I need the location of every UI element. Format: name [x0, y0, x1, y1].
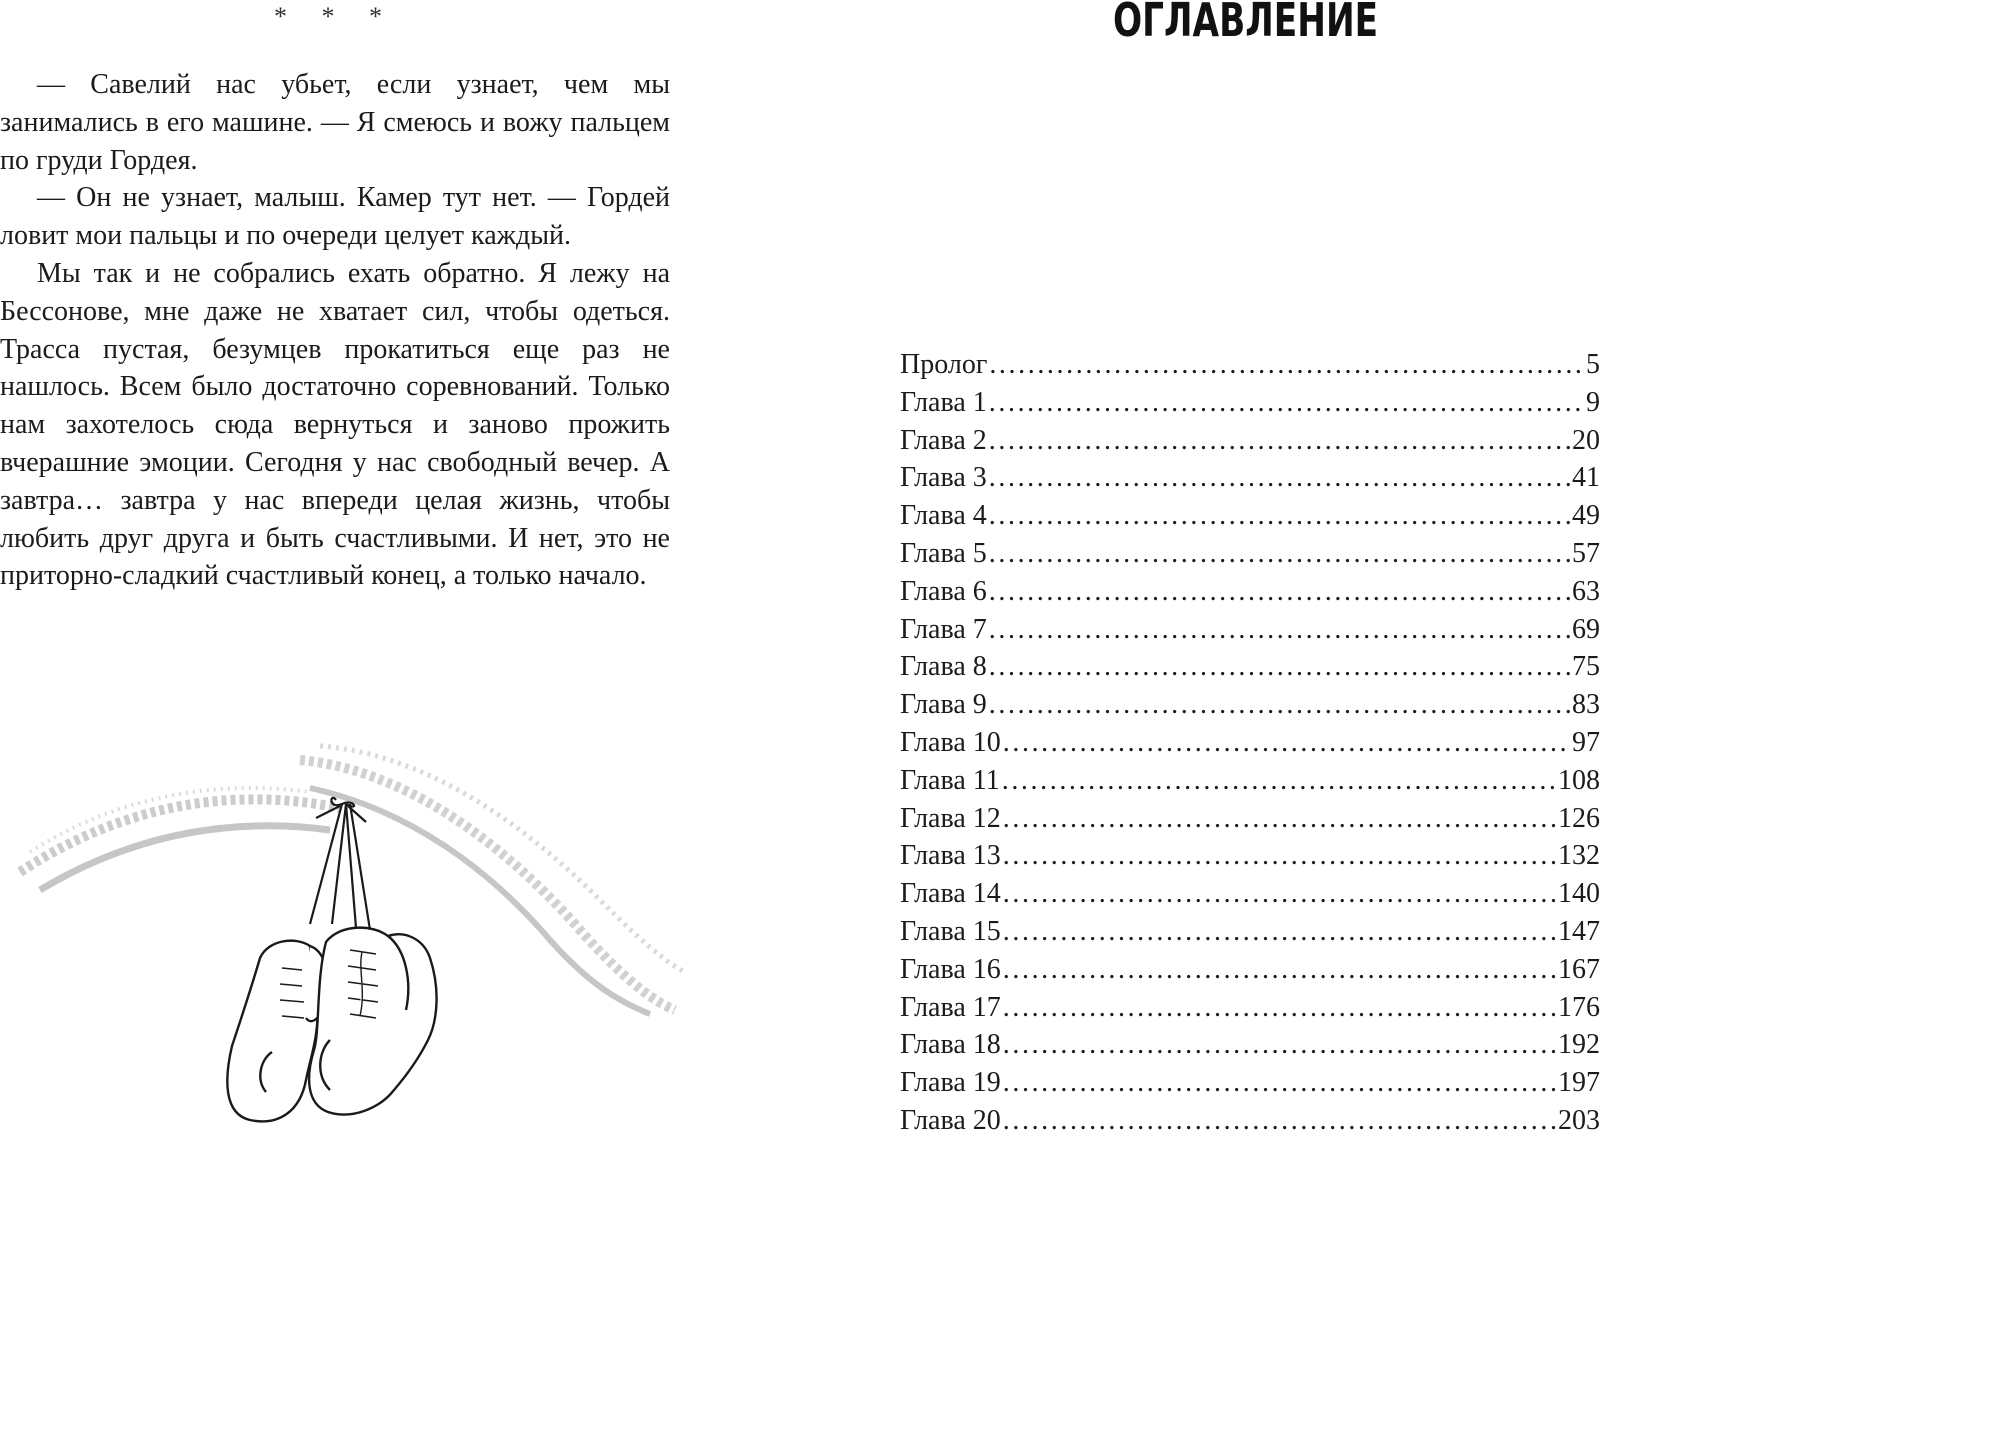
- toc-leader-dots: [989, 689, 1570, 721]
- toc-leader-dots: [989, 538, 1570, 570]
- toc-entry[interactable]: [900, 462, 1600, 500]
- toc-leader-dots: [1003, 803, 1556, 835]
- toc-label: Глава 14: [900, 878, 1001, 910]
- paragraph: — Он не узнает, малыш. Камер тут нет. — Гордей ловит мои пальцы и по очереди целует каждый.: [0, 182, 670, 252]
- toc-label: Глава 9: [900, 689, 987, 721]
- toc-entry[interactable]: [900, 765, 1600, 803]
- toc-leader-dots: [1003, 1029, 1556, 1061]
- toc-label: Глава 16: [900, 953, 1001, 985]
- toc-leader-dots: [1003, 992, 1556, 1024]
- boxing-gloves-icon: [10, 740, 690, 1132]
- toc-label: Глава 3: [900, 462, 987, 494]
- toc-entry[interactable]: [900, 614, 1600, 652]
- toc-leader-dots: [1003, 954, 1556, 986]
- toc-page-number: 132: [1558, 840, 1600, 872]
- toc-leader-dots: [1003, 916, 1556, 948]
- toc-entry[interactable]: [900, 425, 1600, 463]
- toc-page-number: 176: [1558, 991, 1600, 1023]
- toc-page-number: 9: [1586, 386, 1600, 418]
- toc-page-number: 69: [1572, 613, 1600, 645]
- toc-leader-dots: [1003, 727, 1570, 759]
- toc-label: Глава 12: [900, 802, 1001, 834]
- toc-label: Глава 19: [900, 1067, 1001, 1099]
- body-text: [0, 66, 670, 595]
- toc-leader-dots: [989, 500, 1570, 532]
- toc-label: Глава 1: [900, 386, 987, 418]
- toc-label: Глава 20: [900, 1104, 1001, 1136]
- toc-entry[interactable]: [900, 387, 1600, 425]
- toc-leader-dots: [989, 614, 1570, 646]
- toc-page-number: 49: [1572, 500, 1600, 532]
- toc-leader-dots: [1003, 1067, 1556, 1099]
- toc-entry[interactable]: [900, 689, 1600, 727]
- toc-entry[interactable]: [900, 878, 1600, 916]
- toc-page-number: 197: [1558, 1067, 1600, 1099]
- toc-entry[interactable]: [900, 538, 1600, 576]
- toc-entry[interactable]: [900, 1067, 1600, 1105]
- toc-page-number: 167: [1558, 953, 1600, 985]
- toc-page-number: 5: [1586, 349, 1600, 380]
- toc-page-number: 108: [1558, 764, 1600, 796]
- toc-entry[interactable]: [900, 992, 1600, 1030]
- toc-page-number: 147: [1558, 915, 1600, 947]
- toc-leader-dots: [989, 349, 1584, 381]
- toc-page-number: 41: [1572, 462, 1600, 494]
- toc-label: Пролог: [900, 349, 988, 380]
- toc-entry[interactable]: [900, 840, 1600, 878]
- toc-page-number: 203: [1558, 1104, 1600, 1136]
- toc-page-number: 75: [1572, 651, 1600, 683]
- toc-page-number: 140: [1558, 878, 1600, 910]
- toc-entry[interactable]: [900, 576, 1600, 614]
- toc-page-number: 192: [1558, 1029, 1600, 1061]
- right-page: [780, 0, 1600, 1136]
- toc-page-number: 97: [1572, 726, 1600, 758]
- table-of-contents: [900, 349, 1600, 1143]
- toc-entry[interactable]: [900, 349, 1600, 387]
- toc-leader-dots: [989, 387, 1584, 419]
- page-title: ОГЛАВЛЕНИЕ: [1113, 0, 1379, 48]
- toc-page-number: 20: [1572, 424, 1600, 456]
- toc-label: Глава 4: [900, 500, 987, 532]
- section-separator: * * *: [274, 2, 396, 31]
- toc-entry[interactable]: [900, 803, 1600, 841]
- toc-label: Глава 13: [900, 840, 1001, 872]
- toc-leader-dots: [1003, 1105, 1556, 1137]
- toc-page-number: 83: [1572, 689, 1600, 721]
- toc-label: Глава 7: [900, 613, 987, 645]
- toc-page-number: 126: [1558, 802, 1600, 834]
- toc-leader-dots: [989, 425, 1570, 457]
- toc-label: Глава 18: [900, 1029, 1001, 1061]
- toc-label: Глава 11: [900, 764, 1000, 796]
- toc-entry[interactable]: [900, 1029, 1600, 1067]
- toc-entry[interactable]: [900, 954, 1600, 992]
- toc-page-number: 57: [1572, 537, 1600, 569]
- toc-entry[interactable]: [900, 916, 1600, 954]
- toc-entry[interactable]: [900, 500, 1600, 538]
- paragraph: Мы так и не собрались ехать обратно. Я лежу на Бессонове, мне даже не хватает сил, чтобы одеться. Трасса пустая, безумцев прокатиться еще раз не нашлось. Всем было достаточно соревнований. Только нам захотелось сюда вернуться и заново прожить вчерашние эмоции. Сегодня у нас свободный вечер. А завтра… завтра у нас впереди целая жизнь, чтобы любить друг друга и быть счастливыми. И нет, это не приторно-сладкий счастливый конец, а только начало.: [0, 257, 670, 592]
- toc-leader-dots: [1003, 878, 1556, 910]
- toc-label: Глава 5: [900, 537, 987, 569]
- toc-entry[interactable]: [900, 651, 1600, 689]
- toc-label: Глава 8: [900, 651, 987, 683]
- toc-label: Глава 6: [900, 575, 987, 607]
- toc-label: Глава 17: [900, 991, 1001, 1023]
- toc-entry[interactable]: [900, 727, 1600, 765]
- boxing-gloves-illustration: [10, 740, 690, 1132]
- toc-page-number: 63: [1572, 575, 1600, 607]
- toc-entry[interactable]: [900, 1105, 1600, 1143]
- toc-leader-dots: [989, 576, 1570, 608]
- toc-leader-dots: [1003, 840, 1556, 872]
- toc-label: Глава 2: [900, 424, 987, 456]
- toc-leader-dots: [1002, 765, 1556, 797]
- toc-label: Глава 10: [900, 726, 1001, 758]
- toc-label: Глава 15: [900, 915, 1001, 947]
- paragraph: — Савелий нас убьет, если узнает, чем мы занимались в его машине. — Я смеюсь и вожу пальцем по груди Гордея.: [0, 69, 670, 176]
- left-page: [0, 0, 700, 1132]
- toc-leader-dots: [989, 462, 1570, 494]
- toc-leader-dots: [989, 651, 1570, 683]
